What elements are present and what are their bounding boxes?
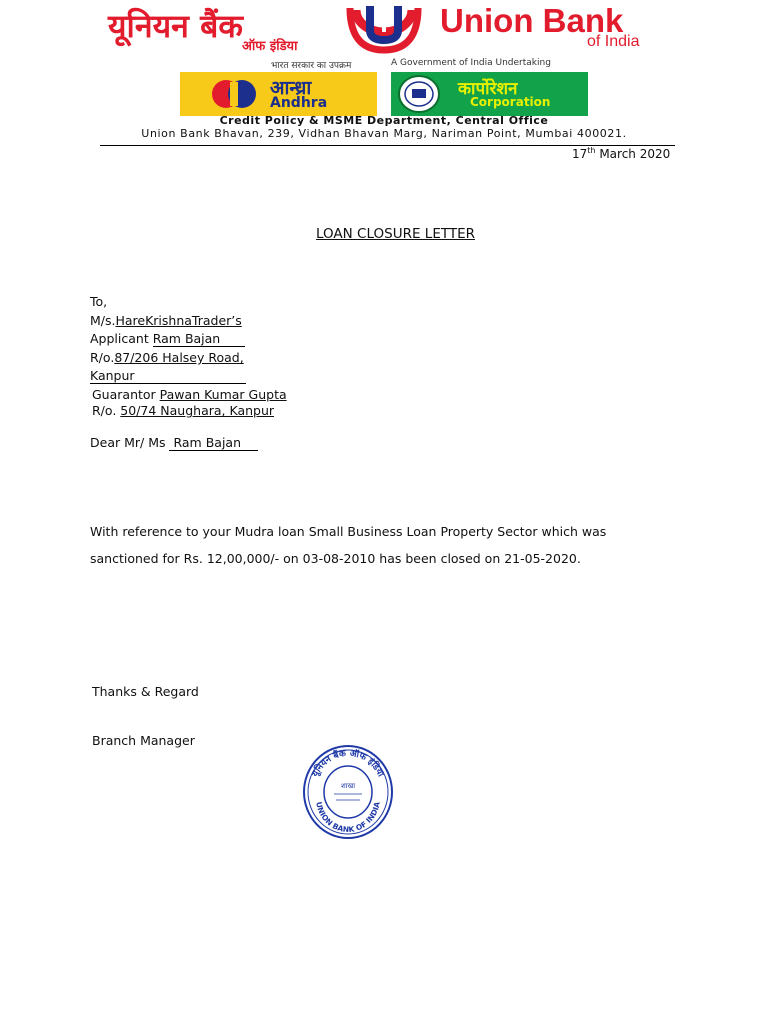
svg-text:यूनियन बैंक ऑफ इंडिया: यूनियन बैंक ऑफ इंडिया — [310, 748, 386, 779]
firm-line: M/s.HareKrishnaTrader’s — [90, 313, 242, 328]
salutation-to: To, — [90, 294, 108, 309]
bank-seal-stamp — [302, 744, 394, 840]
andhra-logo-icon — [208, 76, 260, 112]
body-line-1: With reference to your Mudra loan Small Business Loan Property Sector which was — [90, 524, 607, 539]
corporation-name-hindi: कार्पोरेशन — [458, 79, 518, 99]
firm-name: HareKrishnaTrader’s — [115, 313, 242, 328]
andhra-name-english: Andhra — [270, 95, 328, 111]
bank-name-hindi: यूनियन बैंक — [108, 7, 243, 45]
letter-date: 17th March 2020 — [572, 146, 671, 161]
bank-subname-english: of India — [587, 33, 640, 50]
svg-text:UNION BANK OF INDIA: UNION BANK OF INDIA — [314, 800, 382, 835]
guarantor-line: Guarantor Pawan Kumar Gupta — [92, 387, 287, 402]
guarantor-address-line: R/o. 50/74 Naughara, Kanpur — [92, 403, 275, 418]
dear-name: Ram Bajan — [169, 435, 258, 451]
department-line: Credit Policy & MSME Department, Central Office — [219, 114, 549, 127]
svg-text:शाखा: शाखा — [340, 782, 356, 790]
dear-line: Dear Mr/ Ms Ram Bajan — [90, 435, 258, 451]
union-bank-logo-icon — [342, 2, 426, 54]
body-line-2: sanctioned for Rs. 12,00,000/- on 03-08-2010 has been closed on 21-05-2020. — [90, 551, 581, 566]
corporation-name-english: Corporation — [470, 95, 551, 109]
closing-text: Thanks & Regard — [92, 684, 199, 699]
guarantor-name: Pawan Kumar Gupta — [159, 387, 287, 402]
office-address: Union Bank Bhavan, 239, Vidhan Bhavan Marg, Nariman Point, Mumbai 400021. — [141, 127, 627, 140]
bank-subname-hindi: ऑफ इंडिया — [242, 39, 298, 54]
signatory-title: Branch Manager — [92, 733, 195, 748]
bank-name-english: Union Bank — [440, 2, 624, 39]
address-line-1: R/o.87/206 Halsey Road, — [90, 350, 244, 365]
address-line-2: Kanpur — [90, 368, 246, 384]
corporation-seal-icon — [396, 74, 442, 114]
applicant-name: Ram Bajan — [153, 331, 245, 347]
andhra-name-hindi: आन्ध्रा — [270, 77, 312, 99]
tagline-english: A Government of India Undertaking — [391, 58, 551, 68]
applicant-line: Applicant Ram Bajan — [90, 331, 245, 347]
letter-title: LOAN CLOSURE LETTER — [316, 226, 476, 242]
tagline-hindi: भारत सरकार का उपक्रम — [271, 61, 352, 71]
